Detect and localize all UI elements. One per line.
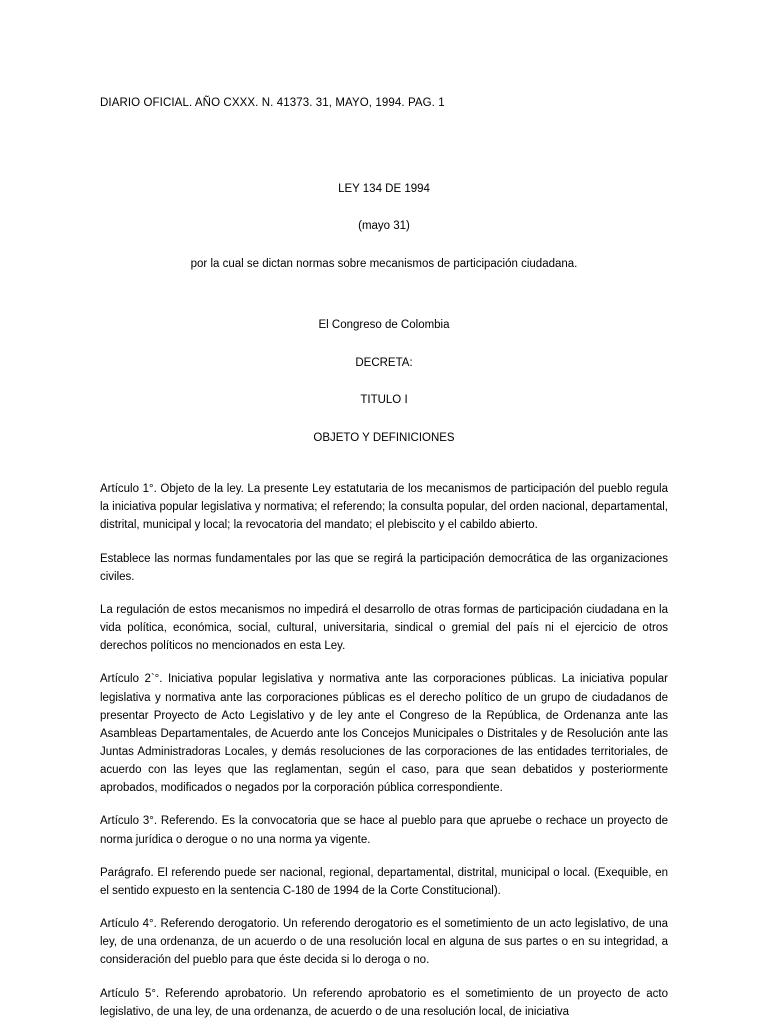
title-block: [100, 182, 668, 447]
paragraph: Artículo 5°. Referendo aprobatorio. Un referendo aprobatorio es el sometimiento de un proyecto de acto legislativo, de una ley, de una ordenanza, de acuerdo o de una resolución local, de iniciativa: [100, 987, 668, 1018]
section-name: OBJETO Y DEFINICIONES: [313, 431, 455, 444]
body-text: [100, 480, 668, 1021]
issuer: El Congreso de Colombia: [318, 319, 450, 332]
paragraph: Artículo 2`°. Iniciativa popular legislativa y normativa ante las corporaciones públicas. La iniciativa popular legislativa y normativa ante las corporaciones públicas es el derecho político de un grupo de ciudadanos de presentar Proyecto de Acto Legislativo y de ley ante el Congreso de la República, de Ordenanza ante las Asambleas Departamentales, de Acuerdo ante los Concejos Municipales o Distritales y de Resolución ante las Juntas Administradoras Locales, y demás resoluciones de las corporaciones de las entidades territoriales, de acuerdo con las leyes que las reglamentan, según el caso, para que sean debatidos y posteriormente aprobados, modificados o negados por la corporación pública correspondiente.: [100, 673, 668, 795]
header-spacer: [100, 112, 668, 182]
paragraph: Parágrafo. El referendo puede ser nacional, regional, departamental, distrital, municipal o local. (Exequible, en el sentido expuesto en la sentencia C-180 de 1994 de la Corte Constitucional).: [100, 866, 668, 897]
law-number: LEY 134 DE 1994: [338, 182, 430, 195]
paragraph: Artículo 3°. Referendo. Es la convocatoria que se hace al pueblo para que apruebe o rechace un proyecto de norma jurídica o derogue o no una norma ya vigente.: [100, 815, 668, 846]
law-date: (mayo 31): [358, 220, 410, 233]
title-spacer: [100, 294, 668, 318]
section-number: TITULO I: [360, 394, 408, 407]
paragraph: Artículo 1°. Objeto de la ley. La presente Ley estatutaria de los mecanismos de participación del pueblo regula la iniciativa popular legislativa y normativa; el referendo; la consulta popular, del orden nacional, departamental, distrital, municipal y local; la revocatoria del mandato; el plebiscito y el cabildo abierto.: [100, 483, 668, 532]
paragraph: Artículo 4°. Referendo derogatorio. Un referendo derogatorio es el sometimiento de un acto legislativo, de una ley, de una ordenanza, de un acuerdo o de una resolución local en alguna de sus partes o en su integridad, a consideración del pueblo para que éste decida si lo deroga o no.: [100, 918, 668, 967]
decree-word: DECRETA:: [355, 356, 413, 369]
paragraph: La regulación de estos mecanismos no impedirá el desarrollo de otras formas de participación ciudadana en la vida política, económica, social, cultural, universitaria, sindical o gremial del país ni el ejercicio de otros derechos políticos no mencionados en esta Ley.: [100, 603, 668, 653]
paragraph: Establece las normas fundamentales por las que se regirá la participación democrática de las organizaciones civiles.: [100, 552, 668, 583]
journal-header: DIARIO OFICIAL. AÑO CXXX. N. 41373. 31, MAYO, 1994. PAG. 1: [100, 97, 445, 109]
law-subject: por la cual se dictan normas sobre mecanismos de participación ciudadana.: [190, 257, 578, 270]
